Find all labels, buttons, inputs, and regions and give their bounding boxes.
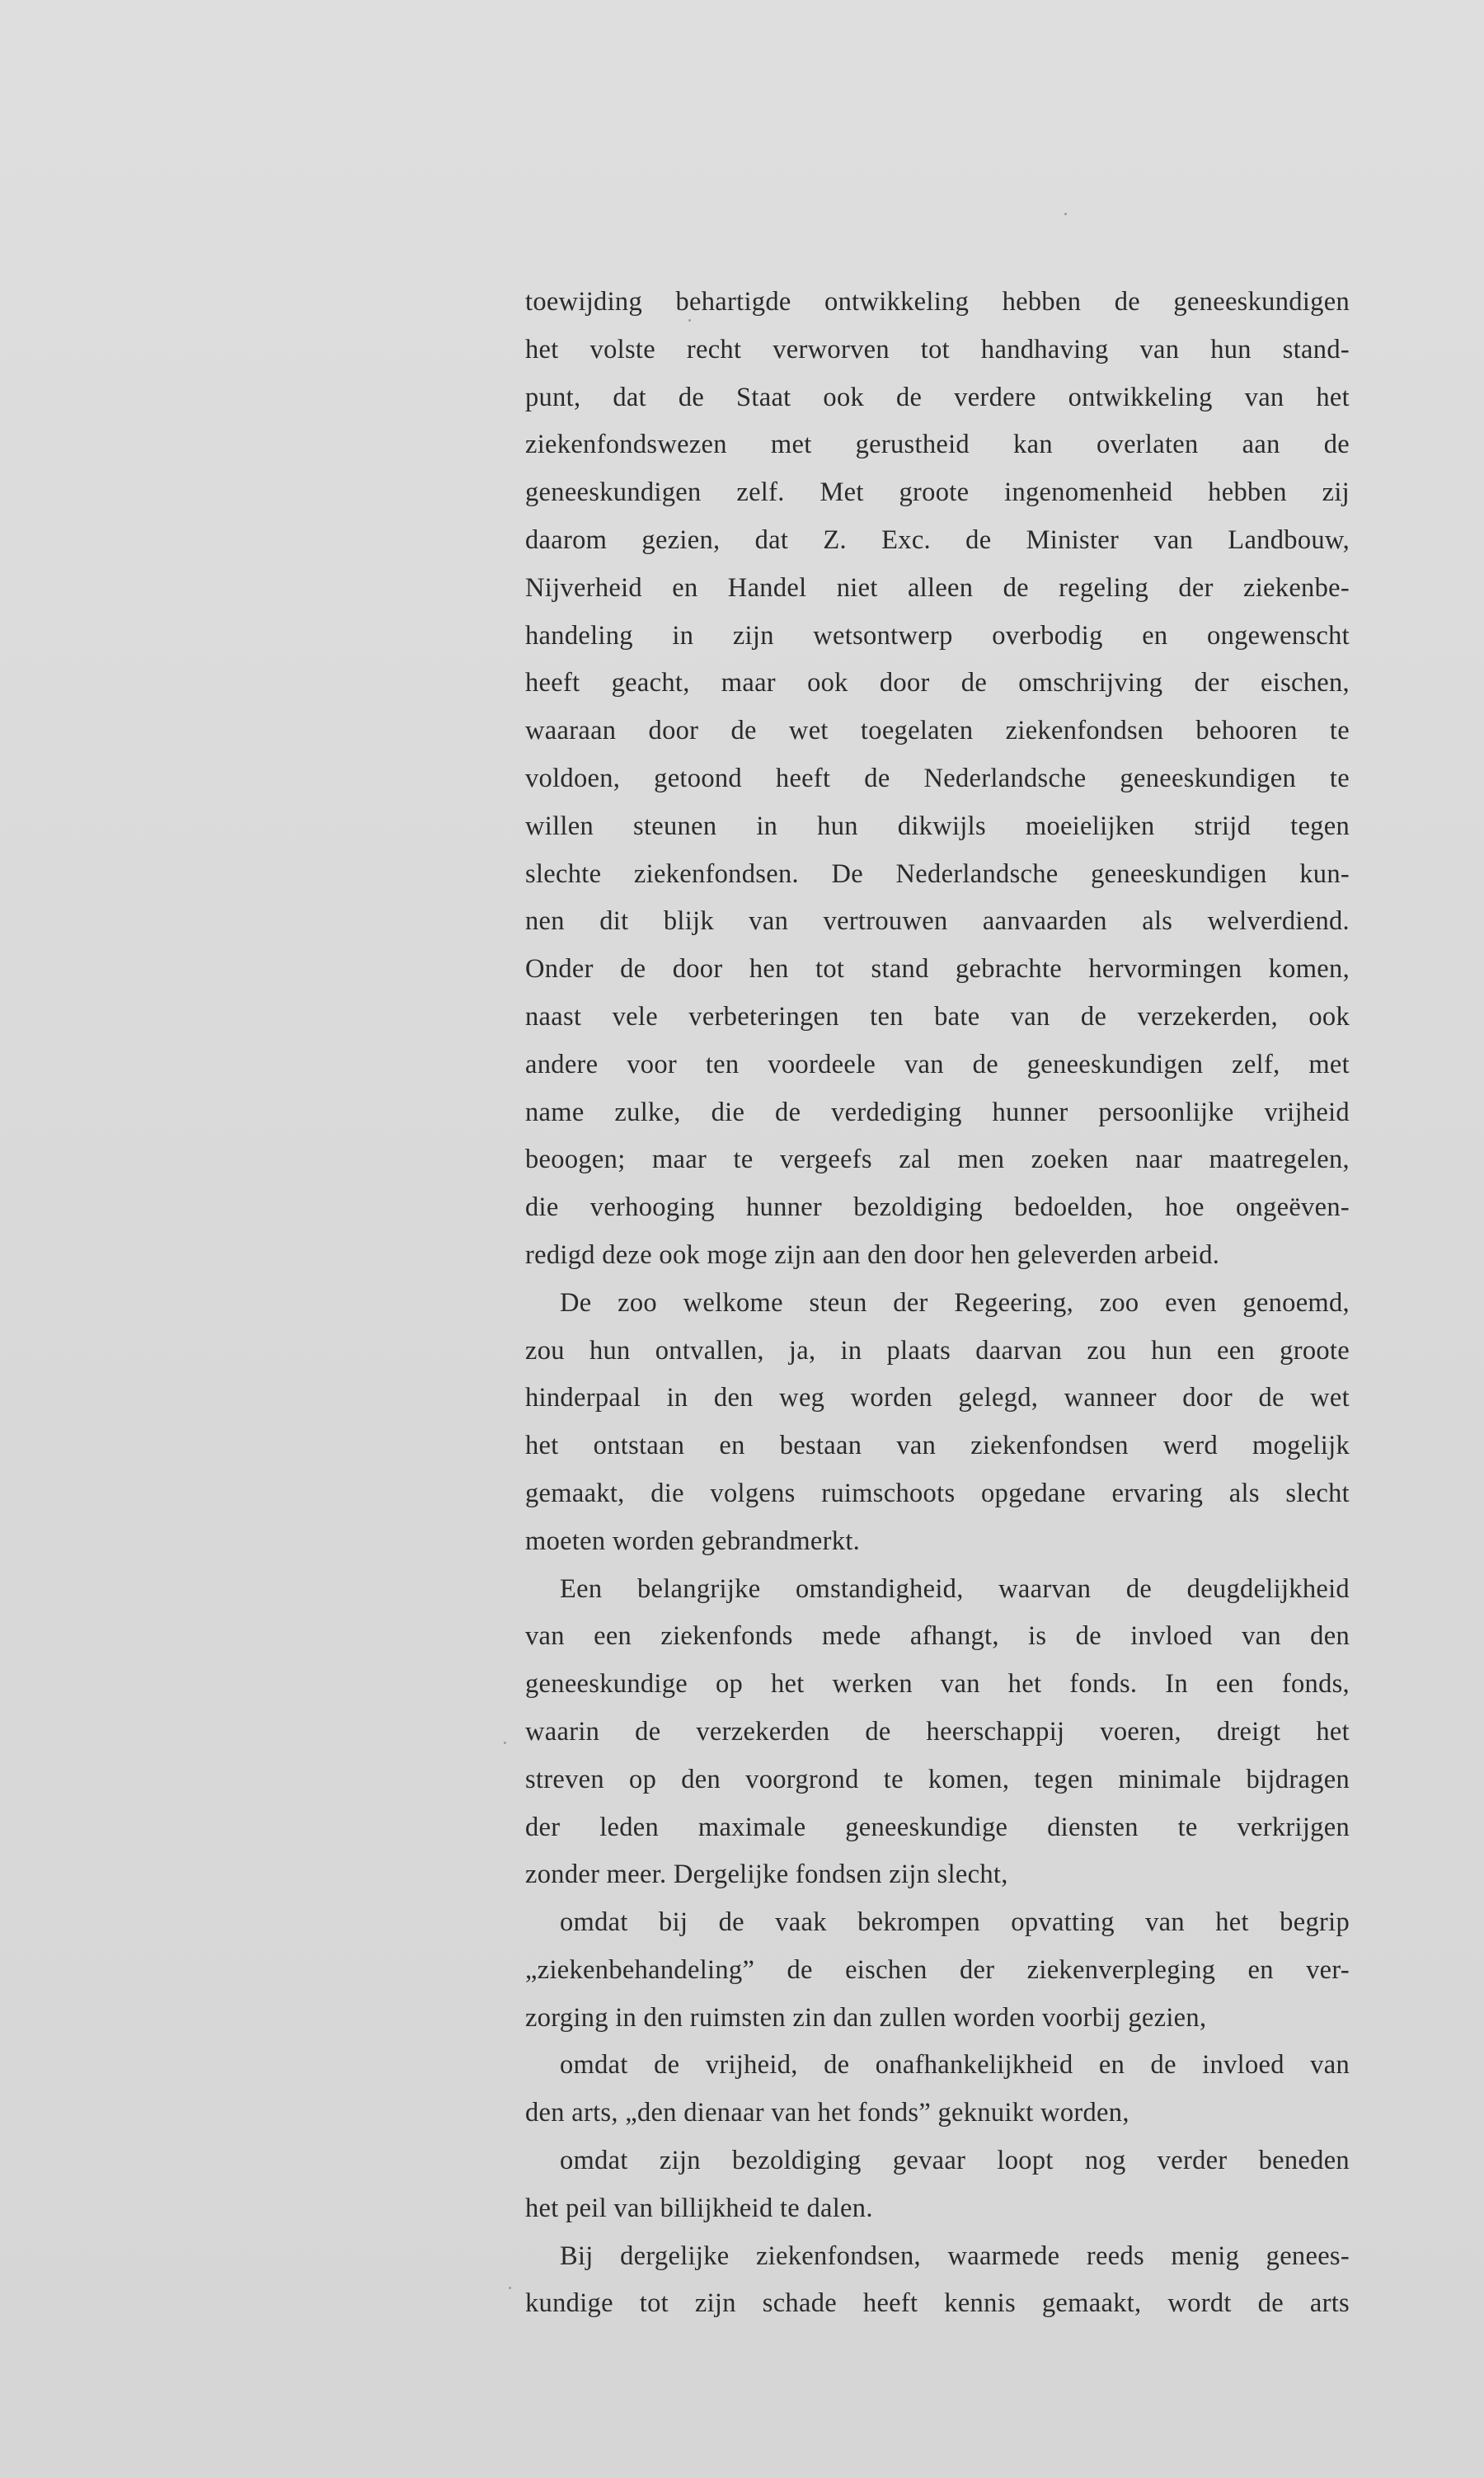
text-line: kundige tot zijn schade heeft kennis gemaakt, wordt de arts <box>525 2288 1350 2319</box>
text-line: beoogen; maar te vergeefs zal men zoeken naar maatregelen, <box>525 1145 1350 1175</box>
text-line: andere voor ten voordeele van de geneeskundigen zelf, met <box>525 1049 1350 1079</box>
text-line: nen dit blijk van vertrouwen aanvaarden als welverdiend. <box>525 906 1350 937</box>
text-line: waarin de verzekerden de heerschappij voeren, dreigt het <box>525 1716 1350 1747</box>
text-line: streven op den voorgrond te komen, tegen minimale bijdragen <box>525 1764 1350 1794</box>
text-line: willen steunen in hun dikwijls moeielijken strijd tegen <box>525 811 1350 841</box>
text-line: moeten worden gebrandmerkt. <box>525 1526 861 1556</box>
text-line: waaraan door de wet toegelaten ziekenfondsen behooren te <box>525 716 1350 746</box>
text-line: heeft geacht, maar ook door de omschrijving der eischen, <box>525 668 1350 698</box>
text-line: geneeskundige op het werken van het fonds. In een fonds, <box>525 1669 1350 1700</box>
text-line: het peil van billijkheid te dalen. <box>525 2193 873 2223</box>
text-line: het volste recht verworven tot handhaving van hun stand- <box>525 334 1350 364</box>
text-line: zonder meer. Dergelijke fondsen zijn slecht, <box>525 1860 1008 1890</box>
text-line: omdat bij de vaak bekrompen opvatting van het begrip <box>560 1907 1350 1938</box>
text-line: die verhooging hunner bezoldiging bedoelden, hoe ongeëven- <box>525 1192 1350 1223</box>
text-line: zorging in den ruimsten zin dan zullen worden voorbij gezien, <box>525 2002 1207 2033</box>
text-line: Een belangrijke omstandigheid, waarvan de deugdelijkheid <box>560 1573 1350 1604</box>
scan-speck <box>509 2287 511 2289</box>
text-line: der leden maximale geneeskundige diensten te verkrijgen <box>525 1812 1350 1842</box>
text-line: ziekenfondswezen met gerustheid kan overlaten aan de <box>525 430 1350 460</box>
text-line: punt, dat de Staat ook de verdere ontwikkeling van het <box>525 382 1350 412</box>
text-line: zou hun ontvallen, ja, in plaats daarvan zou hun een groote <box>525 1335 1350 1366</box>
text-line: De zoo welkome steun der Regeering, zoo even genoemd, <box>560 1287 1350 1318</box>
text-line: omdat de vrijheid, de onafhankelijkheid en de invloed van <box>560 2050 1350 2081</box>
text-line: hinderpaal in den weg worden gelegd, wanneer door de wet <box>525 1383 1350 1413</box>
scan-speck <box>504 1742 506 1744</box>
text-line: name zulke, die de verdediging hunner persoonlijke vrijheid <box>525 1097 1350 1127</box>
text-line: naast vele verbeteringen ten bate van de verzekerden, ook <box>525 1001 1350 1032</box>
text-line: gemaakt, die volgens ruimschoots opgedane ervaring als slecht <box>525 1478 1350 1508</box>
text-line: geneeskundigen zelf. Met groote ingenomenheid hebben zij <box>525 477 1350 508</box>
text-line: van een ziekenfonds mede afhangt, is de invloed van den <box>525 1621 1350 1652</box>
text-line: den arts, „den dienaar van het fonds” geknuikt worden, <box>525 2098 1129 2128</box>
text-line: voldoen, getoond heeft de Nederlandsche geneeskundigen te <box>525 763 1350 793</box>
text-line: daarom gezien, dat Z. Exc. de Minister van Landbouw, <box>525 524 1350 555</box>
text-line: handeling in zijn wetsontwerp overbodig en ongewenscht <box>525 620 1350 651</box>
text-line: omdat zijn bezoldiging gevaar loopt nog verder beneden <box>560 2146 1350 2176</box>
text-line: toewijding behartigde ontwikkeling hebben de geneeskundigen <box>525 287 1350 317</box>
text-line: Bij dergelijke ziekenfondsen, waarmede reeds menig genees- <box>560 2241 1350 2271</box>
body-text <box>525 279 1350 2328</box>
text-line: het ontstaan en bestaan van ziekenfondsen werd mogelijk <box>525 1431 1350 1461</box>
text-line: slechte ziekenfondsen. De Nederlandsche geneeskundigen kun- <box>525 858 1350 889</box>
scan-speck <box>1064 213 1067 215</box>
text-line: redigd deze ook moge zijn aan den door hen geleverden arbeid. <box>525 1239 1220 1270</box>
text-line: Nijverheid en Handel niet alleen de regeling der ziekenbe- <box>525 572 1350 603</box>
text-line: „ziekenbehandeling” de eischen der ziekenverpleging en ver- <box>525 1954 1350 1985</box>
text-line: Onder de door hen tot stand gebrachte hervormingen komen, <box>525 954 1350 985</box>
